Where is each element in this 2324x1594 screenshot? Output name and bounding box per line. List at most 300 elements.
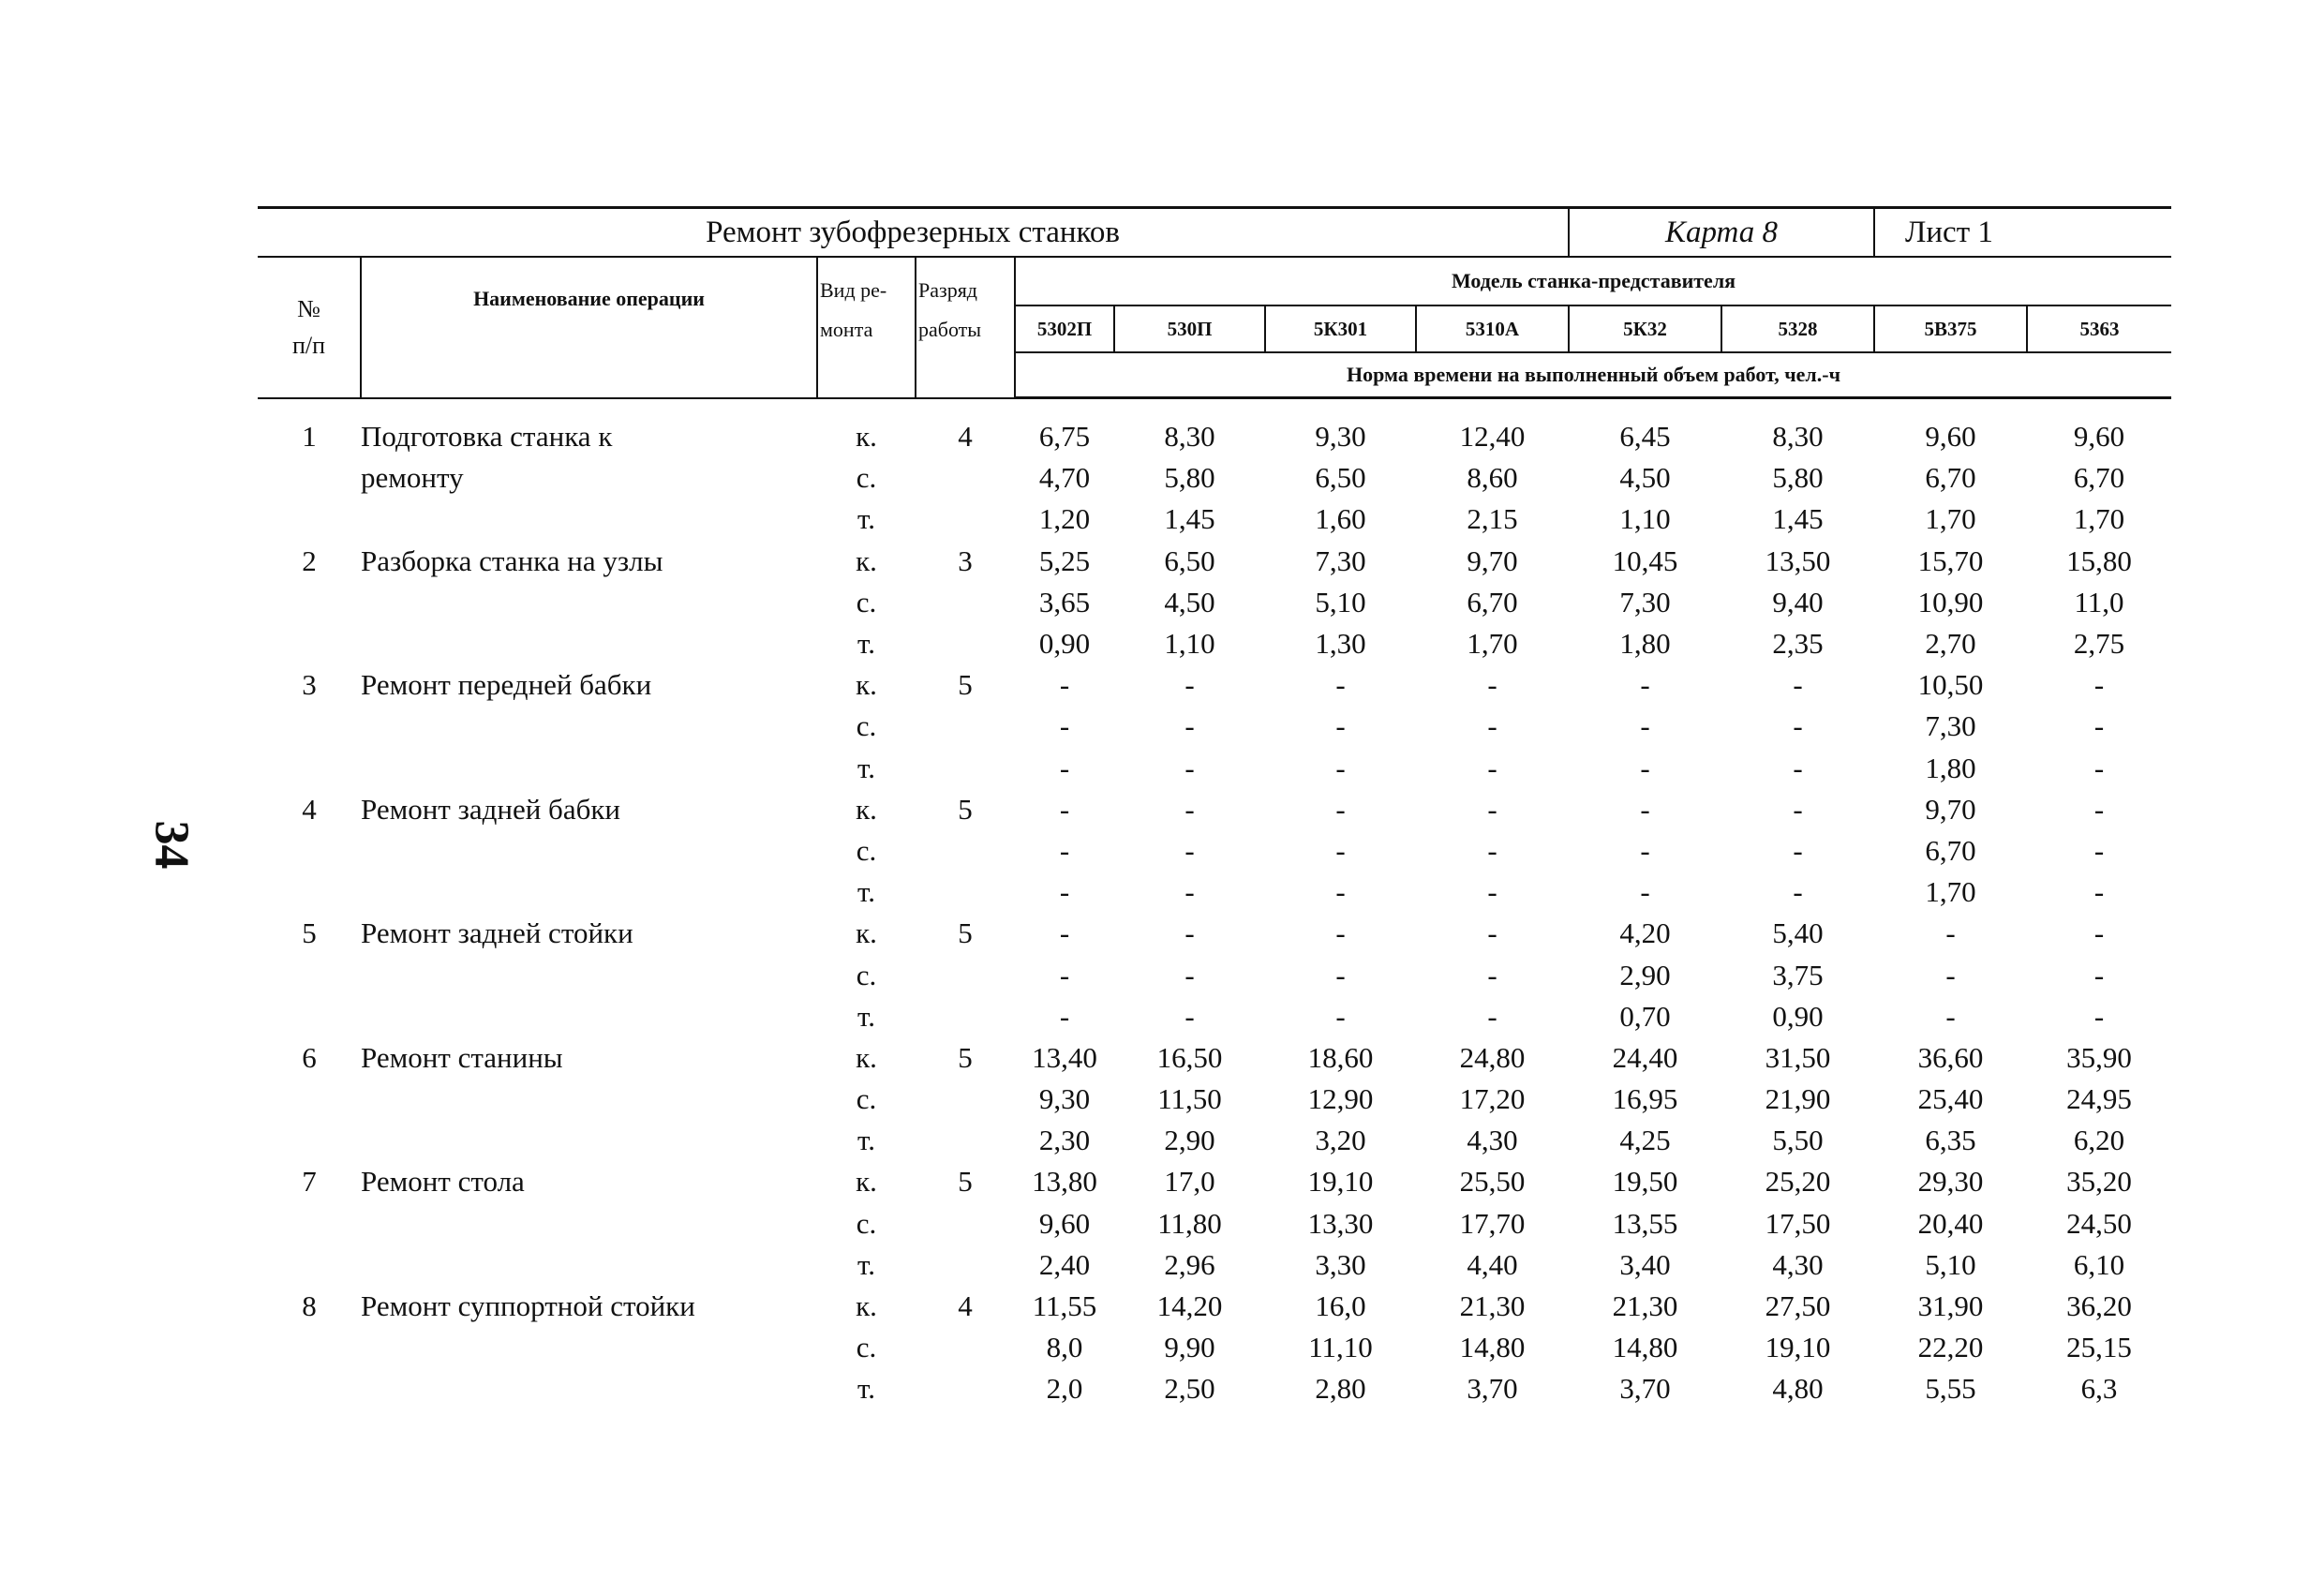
work-grade <box>916 1120 1015 1161</box>
work-grade <box>916 748 1015 789</box>
model-header-cell: 5В375 <box>1874 305 2027 352</box>
table-title: Ремонт зубофрезерных станков <box>258 208 1569 258</box>
time-norm-value: 22,20 <box>1917 1331 1984 1364</box>
time-norm-value: 0,90 <box>1038 627 1091 661</box>
time-norm-value: 25,20 <box>1765 1165 1831 1199</box>
repair-norms-table <box>258 206 2171 1410</box>
time-norm-value: 9,70 <box>1467 544 1518 577</box>
time-norm-value: 9,60 <box>1038 1206 1091 1240</box>
time-norm-value: - <box>1184 792 1195 826</box>
table-row <box>258 789 2171 830</box>
time-norm-value: 36,60 <box>1917 1040 1984 1074</box>
operation-name <box>361 1079 817 1120</box>
time-norm-value: - <box>1487 751 1497 784</box>
table-row <box>258 582 2171 623</box>
time-norm-value: 12,40 <box>1459 420 1526 454</box>
work-grade: 5 <box>958 1165 973 1199</box>
time-norm-value: - <box>2093 833 2105 867</box>
repair-type: т. <box>857 875 875 909</box>
repair-type: к. <box>856 1165 877 1199</box>
col-header-grade-line1: Разряд <box>918 278 978 302</box>
time-norm-value: 1,45 <box>1164 502 1215 536</box>
time-norm-value: 13,30 <box>1307 1206 1374 1240</box>
time-norm-value: 10,50 <box>1917 668 1984 702</box>
time-norm-value: 2,80 <box>1315 1372 1366 1406</box>
time-norm-value: - <box>1793 875 1803 909</box>
time-norm-value: - <box>1487 958 1497 991</box>
time-norm-value: 5,80 <box>1772 461 1824 495</box>
time-norm-value: 29,30 <box>1917 1165 1984 1199</box>
time-norm-value: 3,30 <box>1315 1247 1366 1281</box>
operation-number <box>258 1368 361 1409</box>
time-norm-value: 5,10 <box>1925 1247 1976 1281</box>
work-grade <box>916 954 1015 995</box>
time-norm-value: 8,30 <box>1772 420 1824 454</box>
operation-number <box>258 1203 361 1244</box>
time-norm-value: - <box>1335 668 1346 702</box>
operation-name: Ремонт передней бабки <box>361 668 652 702</box>
table-row <box>258 416 2171 457</box>
work-grade <box>916 623 1015 664</box>
table-row <box>258 706 2171 747</box>
time-norm-value: 4,20 <box>1619 916 1671 950</box>
repair-type: т. <box>857 1372 875 1406</box>
operation-number: 7 <box>302 1165 317 1199</box>
model-header-cell: 5363 <box>2027 305 2171 352</box>
time-norm-value: - <box>2093 668 2105 702</box>
repair-type: т. <box>857 502 875 536</box>
time-norm-value: 11,0 <box>2074 585 2124 618</box>
time-norm-value: 4,70 <box>1038 461 1091 495</box>
time-norm-value: 5,10 <box>1315 585 1366 618</box>
time-norm-value: - <box>1487 999 1497 1033</box>
time-norm-value: - <box>1335 751 1346 784</box>
time-norm-value: 1,80 <box>1619 627 1671 661</box>
work-grade <box>916 457 1015 499</box>
operation-name <box>361 706 817 747</box>
operation-name: Ремонт задней бабки <box>361 792 621 826</box>
time-norm-value: 2,50 <box>1164 1372 1215 1406</box>
work-grade <box>916 706 1015 747</box>
time-norm-value: 2,70 <box>1925 627 1976 661</box>
time-norm-value: - <box>1793 668 1803 702</box>
work-grade: 4 <box>958 420 973 454</box>
time-norm-value: 4,80 <box>1772 1372 1824 1406</box>
time-norm-value: 13,50 <box>1765 544 1831 577</box>
table-row <box>258 1037 2171 1079</box>
time-norm-value: 6,45 <box>1619 420 1671 454</box>
time-norm-value: 1,10 <box>1164 627 1215 661</box>
time-norm-value: - <box>1335 916 1346 950</box>
operation-name: Ремонт станины <box>361 1040 563 1074</box>
time-norm-value: 2,90 <box>1619 958 1671 991</box>
col-header-repair-type <box>817 257 916 398</box>
time-norm-value: - <box>1945 999 1956 1033</box>
time-norm-value: 15,70 <box>1917 544 1984 577</box>
time-norm-value: 13,40 <box>1032 1040 1097 1074</box>
table-row <box>258 871 2171 913</box>
time-norm-value: - <box>1335 999 1346 1033</box>
operation-number <box>258 748 361 789</box>
table-row <box>258 748 2171 789</box>
repair-type: к. <box>856 916 877 950</box>
col-header-name: Наименование операции <box>361 257 817 398</box>
operation-name <box>361 996 817 1037</box>
repair-type: с. <box>856 1206 877 1240</box>
model-header-cell: 5К301 <box>1265 305 1416 352</box>
time-norm-value: 17,50 <box>1765 1206 1831 1240</box>
time-norm-value: 11,55 <box>1032 1289 1097 1323</box>
time-norm-value: 20,40 <box>1917 1206 1984 1240</box>
time-norm-value: - <box>2093 999 2105 1033</box>
time-norm-value: 1,80 <box>1925 751 1976 784</box>
repair-type: т. <box>857 1247 875 1281</box>
time-norm-value: 6,50 <box>1315 461 1366 495</box>
operation-number <box>258 582 361 623</box>
time-norm-value: - <box>1059 709 1070 743</box>
time-norm-value: - <box>1184 751 1195 784</box>
time-norm-value: - <box>1640 875 1650 909</box>
time-norm-value: 14,80 <box>1612 1331 1678 1364</box>
time-norm-value: - <box>2093 916 2105 950</box>
work-grade <box>916 1368 1015 1409</box>
time-norm-value: - <box>1640 668 1650 702</box>
time-norm-value: - <box>1335 709 1346 743</box>
time-norm-value: 2,15 <box>1467 502 1518 536</box>
time-norm-value: 3,70 <box>1619 1372 1671 1406</box>
time-norm-value: 24,40 <box>1612 1040 1678 1074</box>
table-row <box>258 1161 2171 1202</box>
time-norm-value: 14,20 <box>1156 1289 1223 1323</box>
time-norm-value: - <box>1059 833 1070 867</box>
table-row <box>258 954 2171 995</box>
operation-number <box>258 1120 361 1161</box>
table-row <box>258 1327 2171 1368</box>
operation-number <box>258 1079 361 1120</box>
time-norm-value: - <box>1487 792 1497 826</box>
time-norm-value: 2,90 <box>1164 1124 1215 1157</box>
time-norm-value: - <box>1184 875 1195 909</box>
time-norm-value: 6,75 <box>1038 420 1091 454</box>
operation-number <box>258 623 361 664</box>
time-norm-value: - <box>1335 875 1346 909</box>
operation-name <box>361 954 817 995</box>
operation-number: 1 <box>302 420 317 454</box>
operation-number <box>258 830 361 871</box>
time-norm-value: - <box>1184 916 1195 950</box>
time-norm-value: - <box>1059 875 1070 909</box>
time-norm-value: 2,0 <box>1046 1372 1083 1406</box>
time-norm-value: 4,40 <box>1467 1247 1518 1281</box>
repair-type: т. <box>857 627 875 661</box>
operation-name <box>361 871 817 913</box>
table-row <box>258 623 2171 664</box>
operation-name <box>361 499 817 540</box>
table-row <box>258 1203 2171 1244</box>
time-norm-value: - <box>2093 958 2105 991</box>
table-row <box>258 913 2171 954</box>
time-norm-value: - <box>1335 958 1346 991</box>
operation-name <box>361 830 817 871</box>
time-norm-value: - <box>1059 916 1070 950</box>
time-norm-value: 16,0 <box>1315 1289 1366 1323</box>
table-row <box>258 1368 2171 1409</box>
time-norm-value: - <box>1335 792 1346 826</box>
model-header-cell: 530П <box>1114 305 1265 352</box>
work-grade <box>916 499 1015 540</box>
work-grade: 3 <box>958 544 973 577</box>
work-grade <box>916 871 1015 913</box>
repair-type: к. <box>856 544 877 577</box>
operation-name <box>361 1244 817 1286</box>
page-number: 34 <box>144 820 199 870</box>
work-grade <box>916 996 1015 1037</box>
table-row <box>258 1286 2171 1327</box>
time-norm-value: 3,75 <box>1772 958 1824 991</box>
time-norm-value: - <box>1793 792 1803 826</box>
time-norm-value: - <box>2093 792 2105 826</box>
operation-name <box>361 582 817 623</box>
operation-name <box>361 748 817 789</box>
time-norm-value: - <box>1640 833 1650 867</box>
work-grade: 4 <box>958 1289 973 1323</box>
time-norm-value: 8,60 <box>1467 461 1518 495</box>
time-norm-value: - <box>1487 833 1497 867</box>
model-header-cell: 5328 <box>1721 305 1874 352</box>
operation-name <box>361 623 817 664</box>
operation-name <box>361 1368 817 1409</box>
work-grade: 5 <box>958 668 973 702</box>
time-norm-value: 0,70 <box>1619 999 1671 1033</box>
operation-number <box>258 499 361 540</box>
time-norm-value: 7,30 <box>1925 709 1976 743</box>
operation-name: Ремонт стола <box>361 1165 525 1199</box>
operation-number <box>258 954 361 995</box>
time-norm-value: 1,70 <box>2073 502 2125 536</box>
time-norm-value: - <box>1945 958 1956 991</box>
col-header-grade <box>916 257 1015 398</box>
time-norm-value: - <box>1487 668 1497 702</box>
time-norm-value: 5,80 <box>1164 461 1215 495</box>
time-norm-value: 15,80 <box>2066 544 2132 577</box>
time-norm-value: - <box>1059 751 1070 784</box>
time-norm-value: 7,30 <box>1619 585 1671 618</box>
operation-name: Подготовка станка к <box>361 420 613 454</box>
work-grade <box>916 830 1015 871</box>
col-header-repair-type-line2: монта <box>820 317 873 341</box>
time-norm-value: - <box>1487 709 1497 743</box>
repair-type: к. <box>856 1289 877 1323</box>
time-norm-value: - <box>1059 792 1070 826</box>
time-norm-value: 9,30 <box>1315 420 1366 454</box>
time-norm-value: 11,50 <box>1157 1082 1222 1116</box>
repair-type: с. <box>856 1082 877 1116</box>
table-row <box>258 541 2171 582</box>
time-norm-value: 10,90 <box>1917 585 1984 618</box>
time-norm-value: 1,10 <box>1619 502 1671 536</box>
table-row <box>258 996 2171 1037</box>
time-norm-value: - <box>1184 668 1195 702</box>
time-norm-value: - <box>1059 668 1070 702</box>
time-norm-value: 1,70 <box>1925 502 1976 536</box>
operation-name <box>361 1120 817 1161</box>
norms-table <box>258 206 2171 1410</box>
time-norm-value: - <box>2093 751 2105 784</box>
operation-number <box>258 996 361 1037</box>
time-norm-value: 5,55 <box>1925 1372 1976 1406</box>
time-norm-value: 24,95 <box>2066 1082 2132 1116</box>
work-grade: 5 <box>958 792 973 826</box>
time-norm-value: 36,20 <box>2066 1289 2132 1323</box>
operation-number: 3 <box>302 668 317 702</box>
time-norm-value: 11,80 <box>1157 1206 1222 1240</box>
time-norm-value: - <box>1487 875 1497 909</box>
operation-number <box>258 457 361 499</box>
repair-type: к. <box>856 420 877 454</box>
repair-type: с. <box>856 585 877 618</box>
time-norm-value: 11,10 <box>1308 1331 1373 1364</box>
time-norm-value: - <box>1640 709 1650 743</box>
time-norm-value: 18,60 <box>1307 1040 1374 1074</box>
time-norm-value: 12,90 <box>1307 1082 1374 1116</box>
time-norm-value: 31,90 <box>1917 1289 1984 1323</box>
repair-type: т. <box>857 999 875 1033</box>
time-norm-value: - <box>1640 751 1650 784</box>
time-norm-value: 9,60 <box>2073 420 2125 454</box>
model-header-cell: 5К32 <box>1569 305 1721 352</box>
time-norm-value: - <box>1793 833 1803 867</box>
time-norm-value: 3,40 <box>1619 1247 1671 1281</box>
time-norm-value: 2,35 <box>1772 627 1824 661</box>
time-norm-value: 2,40 <box>1038 1247 1091 1281</box>
time-norm-value: 1,20 <box>1038 502 1091 536</box>
repair-type: к. <box>856 792 877 826</box>
time-norm-value: - <box>2093 709 2105 743</box>
table-row <box>258 1244 2171 1286</box>
time-norm-value: 6,70 <box>1467 585 1518 618</box>
time-norm-value: - <box>1793 709 1803 743</box>
spacer-row <box>258 398 2171 417</box>
repair-type: с. <box>856 461 877 495</box>
time-norm-value: 19,50 <box>1612 1165 1678 1199</box>
time-norm-value: 24,80 <box>1459 1040 1526 1074</box>
repair-type: к. <box>856 1040 877 1074</box>
operation-number <box>258 706 361 747</box>
work-grade <box>916 1244 1015 1286</box>
operation-name: Разборка станка на узлы <box>361 544 663 577</box>
time-norm-value: 8,0 <box>1046 1331 1083 1364</box>
time-norm-value: 3,20 <box>1315 1124 1366 1157</box>
time-norm-value: 21,90 <box>1765 1082 1831 1116</box>
time-norm-value: 7,30 <box>1315 544 1366 577</box>
time-norm-value: 4,50 <box>1164 585 1215 618</box>
time-norm-value: 21,30 <box>1459 1289 1526 1323</box>
time-norm-value: 2,96 <box>1164 1247 1215 1281</box>
time-norm-value: 3,65 <box>1038 585 1091 618</box>
operation-number <box>258 1244 361 1286</box>
time-norm-value: 6,50 <box>1164 544 1215 577</box>
time-norm-value: - <box>1945 916 1956 950</box>
time-norm-value: 6,70 <box>1925 833 1976 867</box>
time-norm-value: 9,70 <box>1925 792 1976 826</box>
time-norm-value: - <box>1184 999 1195 1033</box>
time-norm-value: - <box>1184 958 1195 991</box>
operation-number <box>258 871 361 913</box>
time-norm-value: - <box>1184 833 1195 867</box>
sheet-number: Лист 1 <box>1874 208 2171 258</box>
time-norm-value: 6,10 <box>2073 1247 2125 1281</box>
time-norm-value: 4,25 <box>1619 1124 1671 1157</box>
time-norm-value: 1,70 <box>1925 875 1976 909</box>
time-norm-value: 1,60 <box>1315 502 1366 536</box>
time-norm-value: 31,50 <box>1765 1040 1831 1074</box>
repair-type: т. <box>857 1124 875 1157</box>
header-row-1 <box>258 257 2171 305</box>
operation-number: 4 <box>302 792 317 826</box>
time-norm-value: 6,3 <box>2080 1372 2118 1406</box>
time-norm-value: 5,50 <box>1772 1124 1824 1157</box>
table-row <box>258 1120 2171 1161</box>
time-norm-value: 27,50 <box>1765 1289 1831 1323</box>
time-norm-value: 21,30 <box>1612 1289 1678 1323</box>
operation-name: ремонту <box>361 461 464 495</box>
work-grade <box>916 1079 1015 1120</box>
col-header-grade-line2: работы <box>918 317 982 341</box>
time-norm-value: 25,15 <box>2066 1331 2132 1364</box>
col-header-model-group: Модель станка-представителя <box>1015 257 2171 305</box>
time-norm-value: 16,95 <box>1612 1082 1678 1116</box>
table-row <box>258 664 2171 706</box>
card-number: Карта 8 <box>1569 208 1874 258</box>
operation-name: Ремонт суппортной стойки <box>361 1289 695 1323</box>
time-norm-value: 25,40 <box>1917 1082 1984 1116</box>
time-norm-value: 25,50 <box>1459 1165 1526 1199</box>
time-norm-value: 6,20 <box>2073 1124 2125 1157</box>
time-norm-value: 17,70 <box>1459 1206 1526 1240</box>
operation-number: 6 <box>302 1040 317 1074</box>
table-row <box>258 1079 2171 1120</box>
time-norm-value: 4,30 <box>1772 1247 1824 1281</box>
time-norm-value: 1,45 <box>1772 502 1824 536</box>
model-header-cell: 5310А <box>1416 305 1569 352</box>
time-norm-value: - <box>1059 958 1070 991</box>
work-grade <box>916 1203 1015 1244</box>
col-header-num <box>258 257 361 398</box>
operation-number: 2 <box>302 544 317 577</box>
operation-name: Ремонт задней стойки <box>361 916 633 950</box>
time-norm-value: 19,10 <box>1765 1331 1831 1364</box>
work-grade: 5 <box>958 916 973 950</box>
time-norm-value: 2,30 <box>1038 1124 1091 1157</box>
time-norm-value: 10,45 <box>1612 544 1678 577</box>
time-norm-value: 5,25 <box>1038 544 1091 577</box>
time-norm-value: 13,80 <box>1032 1165 1097 1199</box>
title-row <box>258 208 2171 258</box>
time-norm-value: - <box>1793 751 1803 784</box>
time-norm-value: 19,10 <box>1307 1165 1374 1199</box>
repair-type: т. <box>857 751 875 784</box>
work-grade <box>916 1327 1015 1368</box>
operation-name <box>361 1327 817 1368</box>
time-norm-value: - <box>1487 916 1497 950</box>
repair-type: с. <box>856 833 877 867</box>
time-norm-value: 6,35 <box>1925 1124 1976 1157</box>
time-norm-value: 24,50 <box>2066 1206 2132 1240</box>
time-norm-value: - <box>1184 709 1195 743</box>
table-row <box>258 499 2171 540</box>
time-norm-value: 5,40 <box>1772 916 1824 950</box>
work-grade: 5 <box>958 1040 973 1074</box>
